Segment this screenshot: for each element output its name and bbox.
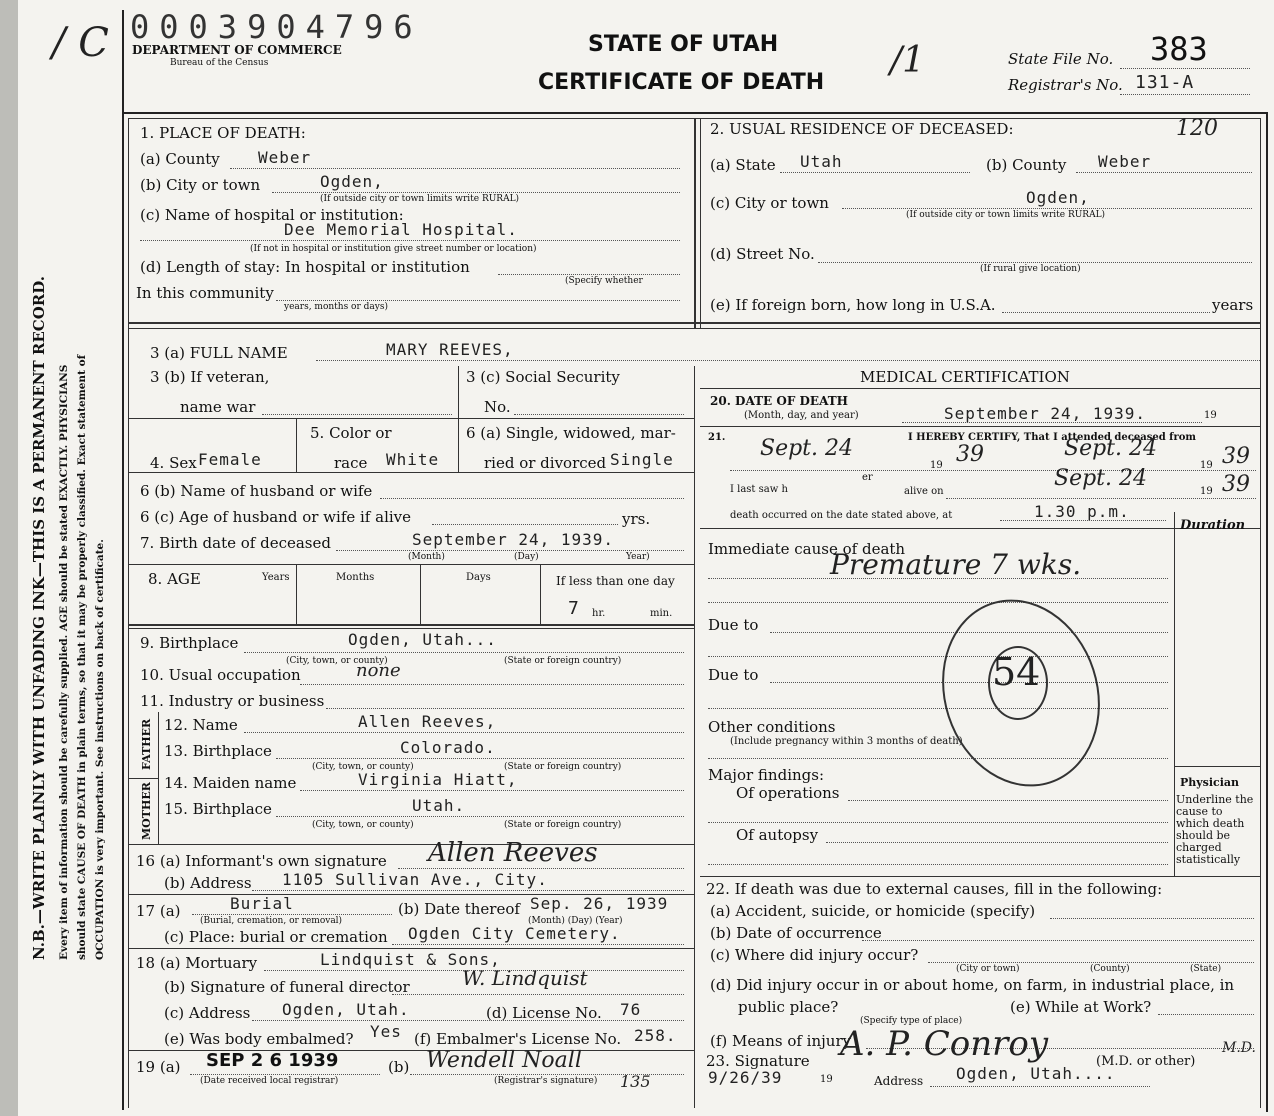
race-label: race xyxy=(334,454,368,472)
mortuary-value: Lindquist & Sons, xyxy=(320,950,501,969)
burial-note: (Burial, cremation, or removal) xyxy=(200,916,343,926)
full-name-value: MARY REEVES, xyxy=(386,340,514,359)
mortuary-address-label: (c) Address xyxy=(164,1004,251,1022)
birthplace-value: Ogden, Utah... xyxy=(348,630,497,649)
name-war-label: name war xyxy=(180,398,256,416)
hospital-label: (c) Name of hospital or institution: xyxy=(140,206,404,224)
state-file-label: State File No. xyxy=(1008,50,1114,68)
external-a: (a) Accident, suicide, or homicide (specify) xyxy=(710,902,1036,920)
due-to-label-2: Due to xyxy=(708,666,759,684)
res-street-label: (d) Street No. xyxy=(710,245,815,263)
father-name-value: Allen Reeves, xyxy=(358,712,497,731)
age-months-label: Months xyxy=(336,572,375,583)
external-c: (c) Where did injury occur? xyxy=(710,946,919,964)
external-d: (d) Did injury occur in or about home, on farm, in industrial place, in xyxy=(710,976,1235,994)
age-min: min. xyxy=(650,608,673,619)
age-years-label: Years xyxy=(262,572,290,583)
signature-date: 9/26/39 xyxy=(708,1068,783,1087)
major-findings-label: Major findings: xyxy=(708,766,825,784)
occurred-time: 1.30 p.m. xyxy=(1034,502,1130,521)
marital-label: 6 (a) Single, widowed, mar- xyxy=(466,424,676,442)
physician-note: Underline the cause to which death should be charged statistically xyxy=(1176,793,1254,866)
date-of-death-value: September 24, 1939. xyxy=(944,404,1147,423)
age-hours-value: 7 xyxy=(568,598,580,619)
cause-code: 54 xyxy=(992,650,1041,694)
mother-city-note: (City, town, or county) xyxy=(312,820,414,830)
margin-note-4: OCCUPATION is very important. See instructions on back of certificate. xyxy=(94,539,106,960)
mortuary-address-value: Ogden, Utah. xyxy=(282,1000,410,1019)
license-label: (d) License No. xyxy=(486,1004,602,1022)
last-saw-19: 19 xyxy=(1200,486,1213,497)
state-file-value: 383 xyxy=(1150,30,1208,68)
attended-to: Sept. 24 xyxy=(1064,436,1157,461)
physician-note-title: Physician xyxy=(1180,776,1240,789)
birth-day: (Day) xyxy=(514,552,539,562)
marital-label-2: ried or divorced xyxy=(484,454,607,472)
margin-note-3: should state CAUSE OF DEATH in plain terms, so that it may be properly classified. Exact statement of xyxy=(76,354,88,960)
certify-text: I HEREBY CERTIFY, That I attended deceased from xyxy=(908,432,1197,443)
ss-label: 3 (c) Social Security xyxy=(466,368,620,386)
city-label: (b) City or town xyxy=(140,176,261,194)
age-less-label: If less than one day xyxy=(556,574,675,588)
res-county-value: Weber xyxy=(1098,152,1152,171)
burial-place-label: (c) Place: burial or cremation xyxy=(164,928,388,946)
attended-19a: 19 xyxy=(930,460,943,471)
registrar-b-label: (b) xyxy=(388,1058,410,1076)
immediate-cause-label: Immediate cause of death xyxy=(708,540,906,558)
burial-date-value: Sep. 26, 1939 xyxy=(530,894,669,913)
occupation-label: 10. Usual occupation xyxy=(140,666,301,684)
birth-date-label: 7. Birth date of deceased xyxy=(140,534,331,552)
signature-label: 23. Signature xyxy=(706,1052,810,1070)
father-birth-value: Colorado. xyxy=(400,738,496,757)
res-foreign-label: (e) If foreign born, how long in U.S.A. xyxy=(710,296,996,314)
attended-from-year: 39 xyxy=(956,442,984,467)
mortuary-label: 18 (a) Mortuary xyxy=(136,954,258,972)
operations-label: Of operations xyxy=(736,784,840,802)
medical-title: MEDICAL CERTIFICATION xyxy=(860,368,1070,386)
community-label: In this community xyxy=(136,284,274,302)
left-margin-strip xyxy=(0,0,18,1116)
external-d2: public place? xyxy=(738,998,839,1016)
ss-no-label: No. xyxy=(484,398,511,416)
registrar-value: 131-A xyxy=(1135,72,1195,93)
burial-label: 17 (a) xyxy=(136,902,181,920)
address-label: Address xyxy=(874,1074,924,1088)
father-city-note: (City, town, or county) xyxy=(312,762,414,772)
registrar-date-note: (Date received local registrar) xyxy=(200,1076,339,1086)
bureau: Bureau of the Census xyxy=(170,58,269,68)
physician-signature: A. P. Conroy xyxy=(840,1024,1049,1064)
sex-label: 4. Sex xyxy=(150,454,197,472)
residence-code: 120 xyxy=(1176,116,1218,141)
mother-maiden-value: Virginia Hiatt, xyxy=(358,770,518,789)
attended-19b: 19 xyxy=(1200,460,1213,471)
mother-birth-label: 15. Birthplace xyxy=(164,800,272,818)
birthplace-label: 9. Birthplace xyxy=(140,634,239,652)
external-state-note: (State) xyxy=(1190,964,1222,974)
external-f: (f) Means of injury xyxy=(710,1032,852,1050)
embalmer-license-label: (f) Embalmer's License No. xyxy=(414,1030,622,1048)
yrs-label: yrs. xyxy=(622,510,651,528)
age-hr: hr. xyxy=(592,608,606,619)
hospital-value: Dee Memorial Hospital. xyxy=(284,220,518,239)
informant-signature: Allen Reeves xyxy=(428,838,598,868)
occurred-label: death occurred on the date stated above, at xyxy=(730,510,953,521)
other-conditions-label: Other conditions xyxy=(708,718,836,736)
father-state-note: (State or foreign country) xyxy=(504,762,622,772)
husband-label: 6 (b) Name of husband or wife xyxy=(140,482,373,500)
serial-number: 0003904796 xyxy=(130,8,423,46)
birth-month: (Month) xyxy=(408,552,445,562)
corner-mark: / C xyxy=(52,20,109,66)
res-state-label: (a) State xyxy=(710,156,776,174)
father-birth-label: 13. Birthplace xyxy=(164,742,272,760)
birthplace-city-note: (City, town, or county) xyxy=(286,656,388,666)
race-value: White xyxy=(386,450,440,469)
county-label: (a) County xyxy=(140,150,220,168)
external-specify: (Specify type of place) xyxy=(860,1016,963,1026)
veteran-label: 3 (b) If veteran, xyxy=(150,368,270,386)
last-saw-year: 39 xyxy=(1222,472,1250,497)
birthplace-state-note: (State or foreign country) xyxy=(504,656,622,666)
last-saw-label: I last saw h xyxy=(730,484,788,495)
full-name-label: 3 (a) FULL NAME xyxy=(150,344,288,362)
industry-label: 11. Industry or business xyxy=(140,692,325,710)
father-name-label: 12. Name xyxy=(164,716,238,734)
age-days-label: Days xyxy=(466,572,491,583)
other-conditions-note: (Include pregnancy within 3 months of death) xyxy=(730,736,963,747)
external-county-note: (County) xyxy=(1090,964,1130,974)
margin-note-2: Every item of information should be carefully supplied. AGE should be stated EXACTLY. PHYSICIANS xyxy=(58,364,70,960)
md-mark: M.D. xyxy=(1222,1040,1256,1056)
burial-value: Burial xyxy=(230,894,294,913)
place-of-death-label: 1. PLACE OF DEATH: xyxy=(140,124,306,142)
residence-label: 2. USUAL RESIDENCE OF DECEASED: xyxy=(710,120,1014,138)
attended-from: Sept. 24 xyxy=(760,436,853,461)
hospital-note: (If not in hospital or institution give street number or location) xyxy=(250,244,537,254)
alive-on-label: alive on xyxy=(904,486,944,497)
last-saw-er: er xyxy=(862,472,873,483)
date-19: 19 xyxy=(1204,410,1217,421)
res-city-value: Ogden, xyxy=(1026,188,1090,207)
registrar-date-stamp: SEP 2 6 1939 xyxy=(206,1050,339,1071)
state-title: STATE OF UTAH xyxy=(588,32,779,57)
registrar-signature: Wendell Noall xyxy=(426,1048,582,1073)
husband-age-label: 6 (c) Age of husband or wife if alive xyxy=(140,508,412,526)
informant-sig-label: 16 (a) Informant's own signature xyxy=(136,852,387,870)
birth-year: Year) xyxy=(626,552,650,562)
department: DEPARTMENT OF COMMERCE xyxy=(132,43,342,57)
registrar-sig-note: (Registrar's signature) xyxy=(494,1076,598,1086)
specify-note: (Specify whether xyxy=(565,276,643,286)
registrar-a-label: 19 (a) xyxy=(136,1058,181,1076)
informant-address-label: (b) Address xyxy=(164,874,252,892)
mother-birth-value: Utah. xyxy=(412,796,466,815)
duration-label: Duration xyxy=(1180,518,1246,533)
embalmed-label: (e) Was body embalmed? xyxy=(164,1030,354,1048)
certificate-title: CERTIFICATE OF DEATH xyxy=(538,70,825,95)
city-note: (If outside city or town limits write RURAL) xyxy=(320,194,520,204)
color-label: 5. Color or xyxy=(310,424,392,442)
father-side-label: FATHER xyxy=(140,718,153,770)
marital-value: Single xyxy=(610,450,674,469)
mother-maiden-label: 14. Maiden name xyxy=(164,774,297,792)
embalmed-value: Yes xyxy=(370,1022,402,1041)
director-label: (b) Signature of funeral director xyxy=(164,978,410,996)
attended-to-year: 39 xyxy=(1222,444,1250,469)
city-value: Ogden, xyxy=(320,172,384,191)
res-state-value: Utah xyxy=(800,152,843,171)
immediate-cause-value: Premature 7 wks. xyxy=(830,548,1082,581)
res-city-note: (If outside city or town limits write RURAL) xyxy=(906,210,1106,220)
res-street-note: (If rural give location) xyxy=(980,264,1081,274)
mother-side-label: MOTHER xyxy=(140,782,153,840)
margin-note-1: N.B.—WRITE PLAINLY WITH UNFADING INK—THIS IS A PERMANENT RECORD. xyxy=(30,276,48,960)
signature-19: 19 xyxy=(820,1074,833,1085)
external-b: (b) Date of occurrence xyxy=(710,924,882,942)
slash-mark: /1 xyxy=(890,40,926,81)
age-label: 8. AGE xyxy=(148,570,201,588)
external-e: (e) While at Work? xyxy=(1010,998,1152,1016)
burial-place-value: Ogden City Cemetery. xyxy=(408,924,621,943)
occupation-value: none xyxy=(356,660,401,681)
county-value: Weber xyxy=(258,148,312,167)
burial-date-note: (Month) (Day) (Year) xyxy=(528,916,623,926)
res-years: years xyxy=(1212,296,1254,314)
autopsy-label: Of autopsy xyxy=(736,826,819,844)
sex-value: Female xyxy=(198,450,262,469)
stay-label: (d) Length of stay: In hospital or institution xyxy=(140,258,470,276)
date-of-death-label: 20. DATE OF DEATH xyxy=(710,394,848,408)
embalmer-license-value: 258. xyxy=(634,1026,677,1045)
due-to-label-1: Due to xyxy=(708,616,759,634)
res-county-label: (b) County xyxy=(986,156,1067,174)
external-city-note: (City or town) xyxy=(956,964,1020,974)
ymd-note: years, months or days) xyxy=(284,302,388,312)
res-city-label: (c) City or town xyxy=(710,194,829,212)
director-signature: W. Lindquist xyxy=(462,966,588,990)
birth-date-value: September 24, 1939. xyxy=(412,530,615,549)
informant-address-value: 1105 Sullivan Ave., City. xyxy=(282,870,548,889)
mother-state-note: (State or foreign country) xyxy=(504,820,622,830)
license-value: 76 xyxy=(620,1000,642,1019)
page-mark: 135 xyxy=(620,1072,651,1091)
signature-address: Ogden, Utah.... xyxy=(956,1064,1116,1083)
date-of-death-note: (Month, day, and year) xyxy=(744,410,859,421)
burial-date-label: (b) Date thereof xyxy=(398,900,520,918)
registrar-label: Registrar's No. xyxy=(1008,76,1123,94)
md-note: (M.D. or other) xyxy=(1096,1054,1196,1069)
last-saw-date: Sept. 24 xyxy=(1054,466,1147,491)
certify-number: 21. xyxy=(708,432,726,443)
external-label: 22. If death was due to external causes, fill in the following: xyxy=(706,880,1163,898)
